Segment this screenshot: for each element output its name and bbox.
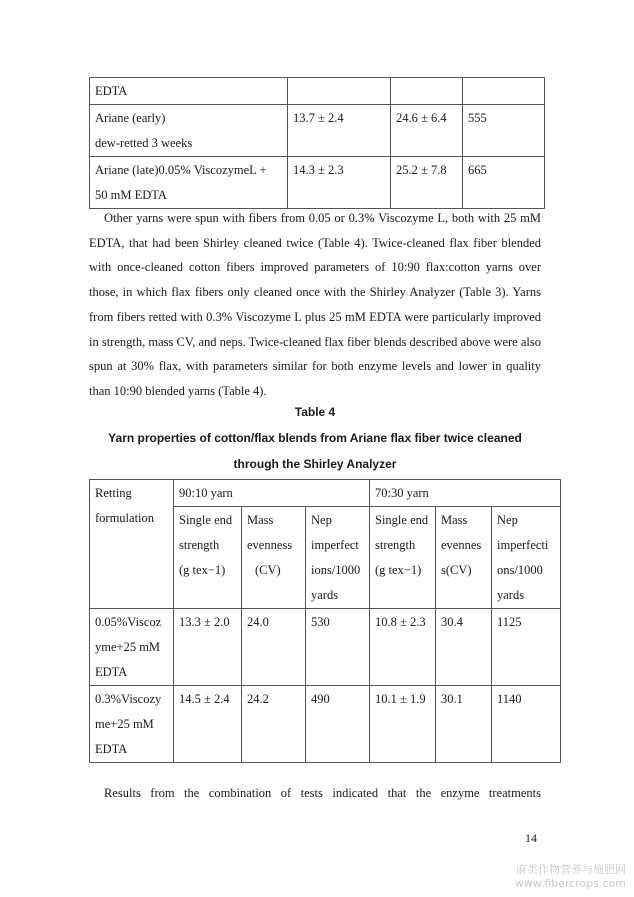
table-row <box>90 609 561 686</box>
table-cell: Ariane (late)0.05% ViscozymeL + 50 mM EDTA <box>90 157 288 209</box>
table-header-cell: Nep imperfecti ons/1000 yards <box>492 507 561 609</box>
table-cell: 665 <box>463 157 545 209</box>
table-header-cell: Nep imperfect ions/1000 yards <box>306 507 370 609</box>
table-header-cell: 90:10 yarn <box>174 480 370 507</box>
table-cell <box>463 78 545 105</box>
table-row <box>90 105 545 157</box>
table-header-row <box>90 480 561 507</box>
table-header-cell: Mass evenness (CV) <box>242 507 306 609</box>
watermark-line: 麻类作物营养与施肥网 <box>516 863 626 876</box>
table-cell: 490 <box>306 686 370 763</box>
table-cell: 24.0 <box>242 609 306 686</box>
table-cell: 1125 <box>492 609 561 686</box>
table-header-cell: Retting formulation <box>90 480 174 609</box>
table-cell: 10.1 ± 1.9 <box>370 686 436 763</box>
table-cell <box>391 78 463 105</box>
body-paragraph: Results from the combination of tests indicated that the enzyme treatments <box>104 786 541 800</box>
table-cell: 1140 <box>492 686 561 763</box>
table-3-continuation <box>89 77 545 209</box>
table-cell: Ariane (early) dew-retted 3 weeks <box>90 105 288 157</box>
watermark <box>515 863 626 891</box>
table-cell: 0.3%Viscozy me+25 mM EDTA <box>90 686 174 763</box>
table-4 <box>89 479 561 763</box>
table-cell: 10.8 ± 2.3 <box>370 609 436 686</box>
table-cell: 14.5 ± 2.4 <box>174 686 242 763</box>
table-label: Table 4 <box>294 405 336 419</box>
table-row <box>90 78 545 105</box>
table-header-cell: 70:30 yarn <box>370 480 561 507</box>
table-cell <box>288 78 391 105</box>
table-cell: 24.2 <box>242 686 306 763</box>
table-cell: 30.4 <box>436 609 492 686</box>
table-cell: 30.1 <box>436 686 492 763</box>
table-cell: 25.2 ± 7.8 <box>391 157 463 209</box>
table-cell: 555 <box>463 105 545 157</box>
table-cell: 530 <box>306 609 370 686</box>
table-cell: 14.3 ± 2.3 <box>288 157 391 209</box>
table-cell: EDTA <box>90 78 288 105</box>
table-cell: 24.6 ± 6.4 <box>391 105 463 157</box>
table-cell: 0.05%Viscoz yme+25 mM EDTA <box>90 609 174 686</box>
body-paragraph: Other yarns were spun with fibers from 0.05 or 0.3% Viscozyme L, both with 25 mM EDTA, that had been Shirley cleaned twice (Table 4). Twice-cleaned flax fiber blended with once-cleaned cotton fibers improved parameters of 10:90 flax:cotton yarns over those, in which flax fibers only cleaned once with the Shirley Analyzer (Table 3). Yarns from fibers retted with 0.3% Viscozyme L plus 25 mM EDTA were particularly improved in strength, mass CV, and neps. Twice-cleaned flax fiber blends described above were also spun at 30% flax, with parameters similar for both enzyme levels and lower in quality than 10:90 blended yarns (Table 4). <box>89 211 541 398</box>
table-header-cell: Single end strength (g tex−1) <box>174 507 242 609</box>
table-cell: 13.3 ± 2.0 <box>174 609 242 686</box>
watermark-line: www.fibercrops.com <box>514 877 626 890</box>
table-header-cell: Single end strength (g tex−1) <box>370 507 436 609</box>
table-header-cell: Mass evennes s(CV) <box>436 507 492 609</box>
page-number: 14 <box>525 831 537 845</box>
table-title: through the Shirley Analyzer <box>233 457 397 471</box>
table-row <box>90 686 561 763</box>
table-row <box>90 157 545 209</box>
table-title: Yarn properties of cotton/flax blends from Ariane flax fiber twice cleaned <box>108 431 522 445</box>
table-cell: 13.7 ± 2.4 <box>288 105 391 157</box>
